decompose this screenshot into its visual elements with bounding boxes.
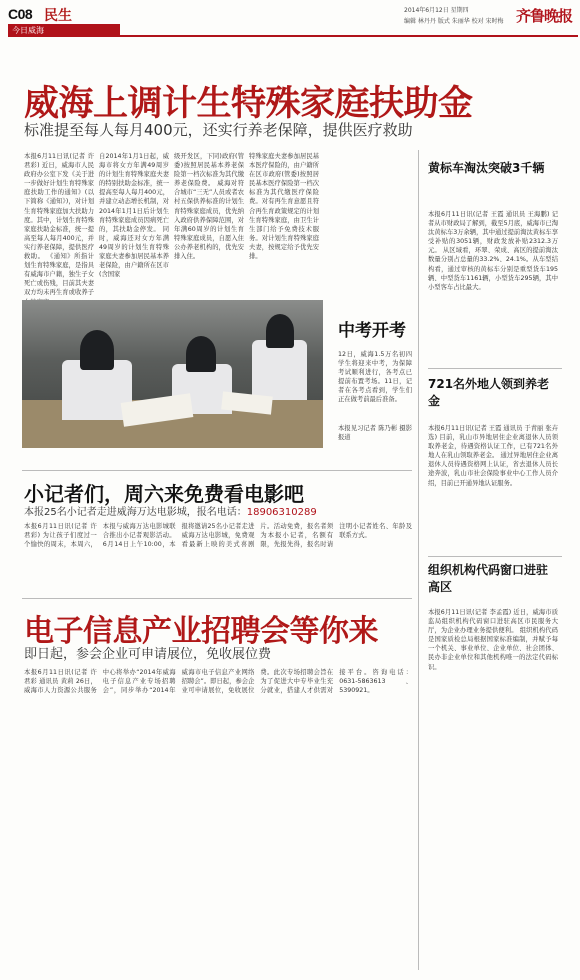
masthead-rule bbox=[120, 35, 578, 37]
masthead bbox=[4, 2, 576, 36]
mid-story-byline: 本报见习记者 陈乃彬 摄影报道 bbox=[338, 425, 412, 442]
right-top-title: 黄标车淘汰突破3千辆 bbox=[428, 161, 545, 175]
lead-column-2: 自2014年1月1日起，威海市将女方年满49周岁的计划生育特殊家庭夫妻的特别扶助金标准，统一提高至每人每月400元，并建立动态增长机制，对2014年1月1日后计划生育特殊家庭成员因病死亡的，其扶助金停发。 同时，威海还对女方年满49周岁的计划生育特殊家庭夫妻参加居民基本养老保险，由户籍所在区市(含国家 bbox=[99, 153, 169, 279]
exam-photo bbox=[22, 300, 323, 448]
jobs-body: 本报6月11日讯(记者 许君彩 通讯员 黄莉 26日，威海市人力资源公共服务中心将举办“2014年威海电子信息产业专场招聘会”，同步举办“2014年威海市电子信息产业网络招聘会”。即日起，参会企业可申请展位，免收展位费。此次专场招聘会旨在为了促进大中专毕业生充分就业，搭建人才供需对接平台。咨询电话：0631-5863613、5390921。 bbox=[24, 669, 412, 695]
lead-column-3: 级开发区，下同)政府(管委)按照居民基本养老保险第一档次标准为其代缴养老保险费。 威海对符合城市“三无”人员或者农村五保供养标准的计划生育特殊家庭成员，优先纳入政府供养保障范围，对年满60周岁的计划生育特殊家庭成员，自愿入住公办养老机构的，优先安排入住。 bbox=[174, 153, 244, 261]
lead-column-1: 本报6月11日讯(记者 许君彩) 近日，威海市人民政府办公室下发《关于进一步做好计划生育特殊家庭扶助工作的通知》(以下简称《通知》)，对计划生育特殊家庭加大扶助力度。其中，计划生育特殊家庭扶助金标准，统一提高至每人每月400元，并实行养老保障，提供医疗救助。 《通知》所指计划生育特殊家庭，是指具有威海市户籍，独生子女死亡或伤残，目前其夫妻双方均未再生育或收养子 bbox=[24, 153, 94, 297]
right-divider bbox=[428, 368, 562, 369]
kids-subhead-text: 本报25名小记者走进威海万达电影城，报名电话： bbox=[24, 507, 247, 518]
right-bottom-title: 组织机构代码窗口进驻高区 bbox=[428, 563, 549, 594]
section-tag: 今日威海 bbox=[8, 24, 120, 37]
dateline: 2014年6月12日 星期四 bbox=[404, 7, 469, 14]
lead-column-4: 特殊家庭夫妻参加居民基本医疗保险的，由户籍所在区市政府(管委)按照居民基本医疗保险第一档次标准为其代缴医疗保险费。对有再生育意愿且符合再生育政策规定的计划生育特殊家庭，由卫生计生部门给予免费技术服务。对计划生育特殊家庭夫妻，按规定给予优先安排。 bbox=[249, 153, 319, 261]
kids-subhead bbox=[24, 503, 317, 518]
section-divider bbox=[22, 470, 412, 471]
mid-story-body: 12日，威海1.5万名初四学生将迎来中考，为保障考试顺利进行，各考点已提前布置考场。11日，记者在各考点看到，学生们正在做考前最后准备。 bbox=[338, 351, 412, 404]
right-divider bbox=[428, 556, 562, 557]
kids-phone: 18906310289 bbox=[246, 507, 317, 518]
right-mid-title: 721名外地人领到养老金 bbox=[428, 377, 550, 408]
kids-body: 本报6月11日讯(记者 许君彩) 为让孩子们度过一个愉快的周末，本周六，本报与威海万达电影城联合推出小记者观影活动。6月14日上午10:00，本报将邀请25名小记者走进威海万达电影城，免费观看最新上映的美式喜剧片。活动免费，报名者须为本报小记者，名额有限，先报先得，报名时请注明小记者姓名、年龄及联系方式。 bbox=[24, 523, 412, 549]
lead-headline: 威海上调计生特殊家庭扶助金 bbox=[24, 84, 473, 124]
jobs-subhead: 即日起，参会企业可申请展位，免收展位费 bbox=[24, 647, 272, 662]
right-top-body: 本报6月11日讯(记者 王霞 通讯员 王海鹏) 记者从市财政局了解到，截至5月底，威海市已淘汰黄标车3万余辆，其中通过提前淘汰黄标车享受补贴的3051辆，财政发放补贴2312.3万元。 从区域看，环翠、荣成、高区的提前淘汰数量分别占总量的33.2%、24.1%。从车型结构看，通过审核的黄标车分别是重型货车195辆、中型货车1161辆，小型货车295辆，其中小型客车占比最大。 bbox=[428, 211, 558, 291]
editors-line: 编辑 林丹丹 版式 朱丽华 校对 宋时梅 bbox=[404, 18, 504, 25]
lead-subhead: 标准提至每人每月400元，还实行养老保障，提供医疗救助 bbox=[24, 121, 413, 139]
section-divider bbox=[22, 598, 412, 599]
mid-story-title: 中考开考 bbox=[338, 321, 406, 341]
column-divider bbox=[418, 150, 419, 970]
empty-area bbox=[20, 712, 418, 970]
kids-headline: 小记者们，周六来免费看电影吧 bbox=[24, 482, 304, 506]
newspaper-logo: 齐鲁晚报 bbox=[516, 7, 573, 25]
right-bottom-body: 本报6月11日讯(记者 李孟霞) 近日，威海市质监局组织机构代码窗口进驻高区市民服务大厅，为企业办理业务提供便利。 组织机构代码是国家质检总局根据国家标准编制，并赋予每一个机关、事业单位、企业单位、社会团体、民办非企业单位和其他机构唯一的法定代码标识。 bbox=[428, 609, 558, 671]
jobs-headline: 电子信息产业招聘会等你来 bbox=[24, 614, 378, 649]
right-mid-body: 本报6月11日讯(记者 王霞 通讯员 于青丽 张卉选) 目前，乳山市异地居住企业离退休人员领取养老金，待遇资格认证工作，已有721名外地人在乳山领取养老金。 通过异地居住企业离退休人员待遇资格网上认证，省去退休人员长途奔波，乳山市社会保险事业中心工作人员介绍，目前已开通异地认证服务。 bbox=[428, 425, 558, 487]
page-number: C08 bbox=[8, 6, 33, 22]
section-name: 民生 bbox=[44, 8, 72, 24]
